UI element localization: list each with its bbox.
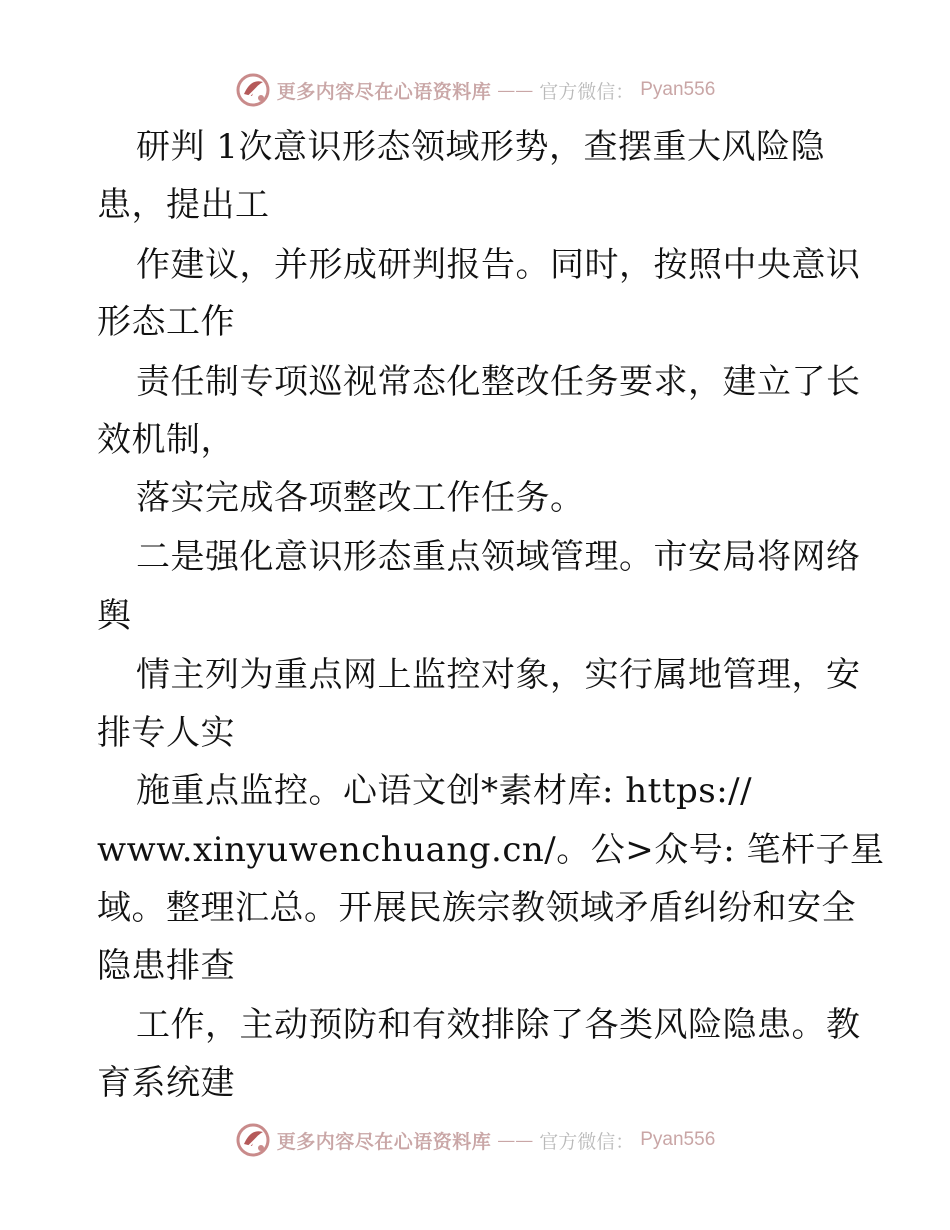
text-line: 域。整理汇总。开展民族宗教领域矛盾纠纷和安全 xyxy=(97,888,856,928)
text-line: 效机制， xyxy=(97,420,235,460)
banner-wechat-label: 官方微信： xyxy=(539,80,635,103)
text-line: www.xinyuwenchuang.cn/。公>众号: 笔杆子星 xyxy=(97,830,885,870)
text-line: 施重点监控。心语文创*素材库: https:// xyxy=(136,771,753,811)
brand-logo-icon xyxy=(235,72,271,108)
text-line: 形态工作 xyxy=(97,302,235,342)
banner-wechat-id: Pyan556 xyxy=(640,1129,716,1150)
text-line: 作建议，并形成研判报告。同时，按照中央意识 xyxy=(136,245,861,285)
text-line: 育系统建 xyxy=(97,1063,235,1103)
banner-text: 更多内容尽在心语资料库 xyxy=(276,1130,492,1153)
text-line: 排专人实 xyxy=(97,713,235,753)
text-line: 研判 1次意识形态领域形势，查摆重大风险隐 xyxy=(136,127,825,167)
brand-logo-icon xyxy=(235,1122,271,1158)
banner-dash: —— xyxy=(497,1129,534,1151)
banner-wechat-id: Pyan556 xyxy=(640,79,716,100)
text-line: 患，提出工 xyxy=(97,185,270,225)
header-watermark-banner xyxy=(0,70,950,110)
text-line: 工作，主动预防和有效排除了各类风险隐患。教 xyxy=(136,1005,861,1045)
text-line: 落实完成各项整改工作任务。 xyxy=(136,478,585,518)
text-line: 舆 xyxy=(97,596,132,636)
text-line: 情主列为重点网上监控对象，实行属地管理，安 xyxy=(136,655,861,695)
banner-wechat-label: 官方微信： xyxy=(539,1130,635,1153)
footer-watermark-banner xyxy=(0,1120,950,1160)
banner-dash: —— xyxy=(497,79,534,101)
text-line: 隐患排查 xyxy=(97,946,235,986)
text-line: 责任制专项巡视常态化整改任务要求，建立了长 xyxy=(136,362,861,402)
text-line: 二是强化意识形态重点领域管理。市安局将网络 xyxy=(136,537,861,577)
banner-text: 更多内容尽在心语资料库 xyxy=(276,80,492,103)
